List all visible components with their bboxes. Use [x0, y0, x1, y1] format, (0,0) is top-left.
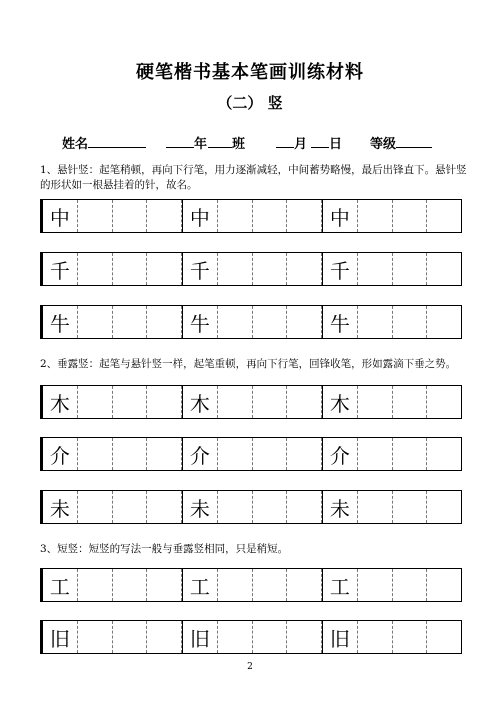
practice-cell[interactable]: [253, 386, 288, 418]
month-blank[interactable]: [276, 135, 294, 148]
practice-cell[interactable]: [393, 621, 428, 653]
practice-cell[interactable]: [78, 438, 113, 470]
grade-blank[interactable]: [396, 135, 432, 148]
practice-cell[interactable]: [393, 200, 428, 232]
practice-cell[interactable]: [218, 306, 253, 338]
grade-field: [370, 133, 432, 152]
practice-cell[interactable]: [147, 438, 182, 470]
practice-cell[interactable]: [147, 386, 182, 418]
month-field: [276, 133, 307, 152]
practice-cell[interactable]: [147, 200, 182, 232]
practice-cell[interactable]: [358, 569, 393, 601]
name-blank[interactable]: [88, 135, 146, 148]
class-field: [208, 133, 245, 152]
model-char: 旧: [182, 621, 218, 653]
model-char: 中: [322, 200, 358, 232]
practice-cell[interactable]: [253, 200, 288, 232]
practice-cell[interactable]: [78, 253, 113, 285]
model-char: 牛: [322, 306, 358, 338]
practice-cell[interactable]: [113, 200, 148, 232]
practice-cell[interactable]: [147, 253, 182, 285]
practice-row: [40, 620, 462, 654]
practice-cell[interactable]: [427, 386, 461, 418]
model-char: 未: [322, 491, 358, 523]
practice-cell[interactable]: [253, 253, 288, 285]
model-char: 未: [182, 491, 218, 523]
practice-cell[interactable]: [427, 491, 461, 523]
practice-cell[interactable]: [427, 200, 461, 232]
practice-cell[interactable]: [113, 306, 148, 338]
practice-cell[interactable]: [218, 253, 253, 285]
practice-cell[interactable]: [393, 386, 428, 418]
practice-cell[interactable]: [113, 253, 148, 285]
practice-cell[interactable]: [358, 200, 393, 232]
day-label: 日: [329, 137, 343, 152]
practice-cell[interactable]: [287, 621, 322, 653]
practice-cell[interactable]: [287, 253, 322, 285]
year-blank[interactable]: [166, 135, 194, 148]
page-number: 2: [247, 662, 253, 672]
practice-cell[interactable]: [358, 253, 393, 285]
practice-cell[interactable]: [427, 569, 461, 601]
practice-cell[interactable]: [113, 569, 148, 601]
model-char: 千: [182, 253, 218, 285]
practice-cell[interactable]: [78, 386, 113, 418]
practice-cell[interactable]: [113, 491, 148, 523]
practice-cell[interactable]: [358, 386, 393, 418]
practice-cell[interactable]: [253, 438, 288, 470]
section-2-description: 2、垂露竖：起笔与悬针竖一样，起笔重顿，再向下行笔，回锋收笔，形如露滴下垂之势。: [40, 358, 457, 370]
practice-cell[interactable]: [287, 386, 322, 418]
class-label: 班: [232, 137, 246, 152]
model-char: 旧: [41, 621, 78, 653]
model-char: 牛: [182, 306, 218, 338]
practice-cell[interactable]: [287, 200, 322, 232]
practice-cell[interactable]: [78, 306, 113, 338]
practice-cell[interactable]: [358, 438, 393, 470]
model-char: 木: [182, 386, 218, 418]
practice-cell[interactable]: [253, 491, 288, 523]
practice-cell[interactable]: [218, 569, 253, 601]
practice-row: [40, 490, 462, 524]
practice-cell[interactable]: [218, 438, 253, 470]
practice-cell[interactable]: [427, 253, 461, 285]
practice-cell[interactable]: [287, 306, 322, 338]
year-label: 年: [194, 137, 208, 152]
practice-cell[interactable]: [253, 621, 288, 653]
practice-cell[interactable]: [427, 306, 461, 338]
practice-cell[interactable]: [287, 491, 322, 523]
day-blank[interactable]: [311, 135, 329, 148]
practice-row: [40, 252, 462, 286]
model-char: 千: [41, 253, 78, 285]
practice-cell[interactable]: [358, 491, 393, 523]
model-char: 工: [41, 569, 78, 601]
model-char: 工: [182, 569, 218, 601]
practice-row: [40, 385, 462, 419]
model-char: 工: [322, 569, 358, 601]
practice-cell[interactable]: [147, 621, 182, 653]
practice-cell[interactable]: [218, 621, 253, 653]
practice-cell[interactable]: [147, 569, 182, 601]
practice-cell[interactable]: [113, 386, 148, 418]
practice-cell[interactable]: [78, 621, 113, 653]
practice-cell[interactable]: [147, 306, 182, 338]
practice-cell[interactable]: [393, 253, 428, 285]
practice-cell[interactable]: [287, 438, 322, 470]
model-char: 木: [41, 386, 78, 418]
month-label: 月: [294, 137, 308, 152]
practice-cell[interactable]: [78, 569, 113, 601]
practice-cell[interactable]: [218, 200, 253, 232]
practice-cell[interactable]: [253, 569, 288, 601]
model-char: 千: [322, 253, 358, 285]
practice-cell[interactable]: [113, 621, 148, 653]
model-char: 木: [322, 386, 358, 418]
practice-cell[interactable]: [218, 491, 253, 523]
section-1-description: 1、悬针竖：起笔稍顿，再向下行笔，用力逐渐减轻，中间蓄势略慢，最后出锋直下。悬针竖的形状如一根悬挂着的针，故名。: [40, 164, 467, 191]
name-field: [62, 133, 146, 152]
practice-row: [40, 199, 462, 233]
model-char: 牛: [41, 306, 78, 338]
practice-cell[interactable]: [78, 200, 113, 232]
grade-label: 等级: [370, 137, 397, 152]
practice-row: [40, 437, 462, 471]
year-field: [166, 133, 207, 152]
practice-cell[interactable]: [253, 306, 288, 338]
practice-cell[interactable]: [427, 621, 461, 653]
practice-row: [40, 305, 462, 339]
practice-cell[interactable]: [393, 491, 428, 523]
practice-row: [40, 568, 462, 602]
model-char: 介: [322, 438, 358, 470]
practice-cell[interactable]: [113, 438, 148, 470]
model-char: 未: [41, 491, 78, 523]
page-subtitle: （二） 竖: [217, 94, 283, 112]
practice-cell[interactable]: [78, 491, 113, 523]
section-3-description: 3、短竖：短竖的写法一般与垂露竖相同，只是稍短。: [40, 543, 289, 555]
model-char: 旧: [322, 621, 358, 653]
practice-cell[interactable]: [358, 306, 393, 338]
practice-cell[interactable]: [218, 386, 253, 418]
page-title: 硬笔楷书基本笔画训练材料: [136, 62, 364, 83]
practice-cell[interactable]: [427, 438, 461, 470]
model-char: 中: [182, 200, 218, 232]
model-char: 介: [182, 438, 218, 470]
practice-cell[interactable]: [393, 569, 428, 601]
model-char: 介: [41, 438, 78, 470]
practice-cell[interactable]: [393, 438, 428, 470]
practice-cell[interactable]: [393, 306, 428, 338]
day-field: [311, 133, 342, 152]
practice-cell[interactable]: [147, 491, 182, 523]
name-label: 姓名: [62, 137, 89, 152]
practice-cell[interactable]: [358, 621, 393, 653]
practice-cell[interactable]: [287, 569, 322, 601]
model-char: 中: [41, 200, 78, 232]
class-blank[interactable]: [208, 135, 232, 148]
